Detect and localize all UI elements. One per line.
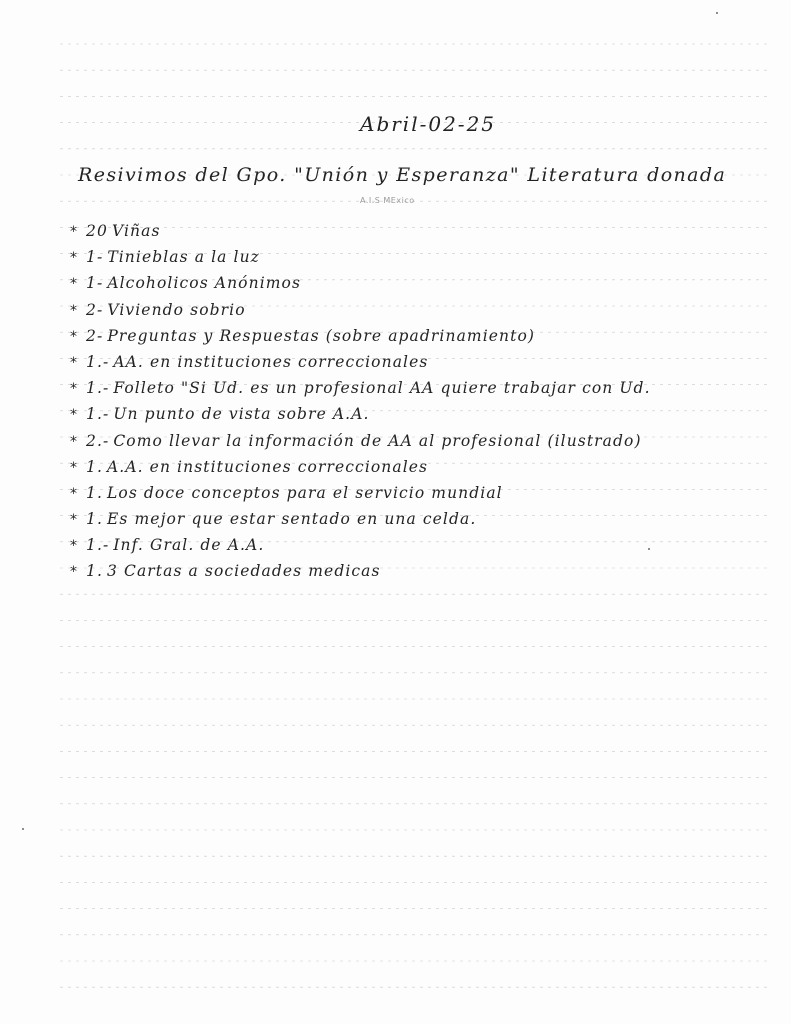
asterisk-marker: * <box>70 354 79 371</box>
item-quantity: 1- <box>86 248 104 267</box>
item-title: Inf. Gral. de A.A. <box>113 536 265 555</box>
item-title: Tinieblas a la luz <box>107 248 260 267</box>
list-item <box>70 480 651 506</box>
asterisk-marker: * <box>70 407 79 424</box>
item-title: 3 Cartas a sociedades medicas <box>107 562 381 581</box>
item-title: Folleto "Si Ud. es un profesional AA quiere trabajar con Ud. <box>113 379 651 398</box>
item-quantity: 2- <box>86 300 104 319</box>
item-quantity: 2.- <box>86 431 110 450</box>
item-quantity: 2- <box>86 326 104 345</box>
scan-speck <box>22 828 24 830</box>
asterisk-marker: * <box>70 328 79 345</box>
item-quantity: 1.- <box>86 379 110 398</box>
document-heading: Resivimos del Gpo. "Unión y Esperanza" Literatura donada <box>78 164 727 186</box>
list-item <box>70 428 651 454</box>
list-item <box>70 218 651 244</box>
item-title: Es mejor que estar sentado en una celda. <box>107 510 477 529</box>
item-quantity: 1.- <box>86 405 110 424</box>
item-quantity: 1.- <box>86 536 110 555</box>
literature-list <box>70 218 651 585</box>
item-title: Como llevar la información de AA al profesional (ilustrado) <box>113 431 642 450</box>
list-item <box>70 532 651 558</box>
item-quantity: 1. <box>86 457 103 476</box>
list-item <box>70 506 651 532</box>
item-title: Un punto de vista sobre A.A. <box>113 405 370 424</box>
item-quantity: 1. <box>86 510 103 529</box>
asterisk-marker: * <box>70 433 79 450</box>
item-quantity: 1. <box>86 562 103 581</box>
list-item <box>70 270 651 296</box>
item-title: Viñas <box>111 222 161 240</box>
item-title: AA. en instituciones correccionales <box>113 352 429 371</box>
item-title: Viviendo sobrio <box>107 300 246 319</box>
asterisk-marker: * <box>70 276 79 293</box>
scan-speck <box>716 12 718 14</box>
item-title: Preguntas y Respuestas (sobre apadrinamiento) <box>107 326 536 345</box>
list-item <box>70 558 651 584</box>
item-quantity: 1- <box>86 274 104 293</box>
asterisk-marker: * <box>70 538 79 555</box>
asterisk-marker: * <box>70 302 79 319</box>
asterisk-marker: * <box>70 459 79 476</box>
list-item <box>70 454 651 480</box>
asterisk-marker: * <box>70 485 79 502</box>
item-quantity: 1.- <box>86 352 110 371</box>
asterisk-marker: * <box>70 224 79 240</box>
asterisk-marker: * <box>70 250 79 267</box>
asterisk-marker: * <box>70 381 79 398</box>
list-item <box>70 375 651 401</box>
list-item <box>70 401 651 427</box>
item-title: Alcoholicos Anónimos <box>107 274 302 293</box>
document-date: Abril-02-25 <box>360 112 497 136</box>
item-quantity: 1. <box>86 483 103 502</box>
asterisk-marker: * <box>70 564 79 581</box>
item-title: A.A. en instituciones correccionales <box>107 457 429 476</box>
list-item <box>70 297 651 323</box>
item-title: Los doce conceptos para el servicio mundial <box>107 483 503 502</box>
list-item <box>70 349 651 375</box>
item-quantity: 20 <box>86 222 108 240</box>
list-item <box>70 323 651 349</box>
asterisk-marker: * <box>70 512 79 529</box>
list-item <box>70 244 651 270</box>
faint-stamp-text: A.I.S MExico <box>360 196 415 205</box>
scan-speck <box>648 548 650 550</box>
